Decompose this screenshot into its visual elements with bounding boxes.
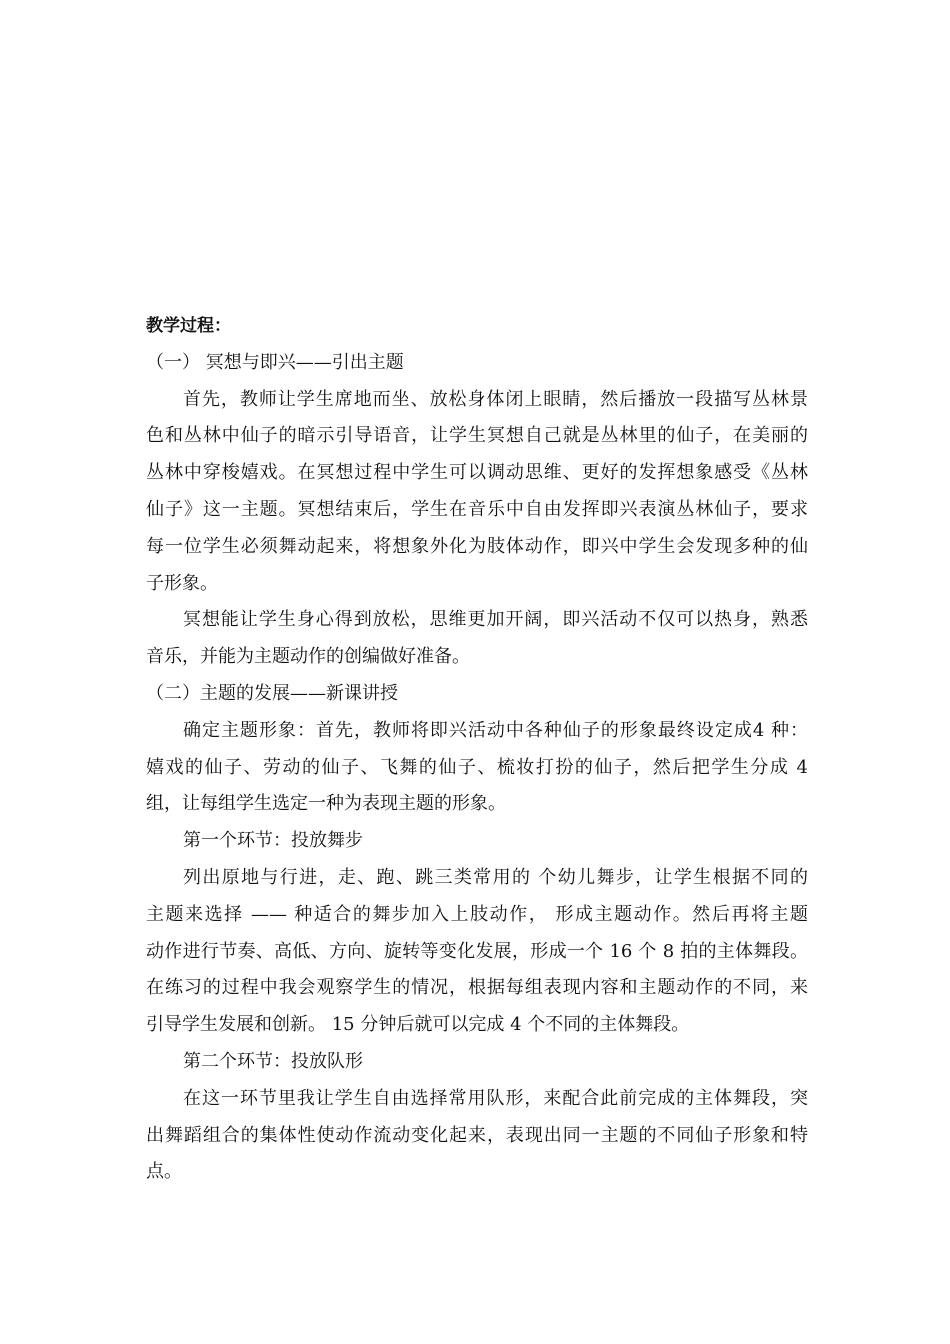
paragraph-2	[146, 602, 808, 676]
paragraph-3	[146, 713, 808, 823]
paragraph-line: 列出原地与行进，走、跑、跳三类常用的 个幼儿舞步，让学生根据不同的	[183, 866, 808, 888]
step-1-title: 第一个环节：投放舞步	[183, 830, 363, 852]
document-title: 教学过程：	[146, 316, 231, 336]
paragraph-line: 在练习的过程中我会观察学生的情况，根据每组表现内容和主题动作的不同，来	[146, 977, 808, 999]
paragraph-line: 冥想能让学生身心得到放松，思维更加开阔，即兴活动不仅可以热身，熟悉	[183, 609, 808, 631]
paragraph-line: 每一位学生必须舞动起来，将想象外化为肢体动作，即兴中学生会发现多种的仙	[146, 535, 808, 557]
paragraph-line: 首先，教师让学生席地而坐、放松身体闭上眼睛，然后播放一段描写丛林景	[183, 388, 808, 410]
paragraph-line: 色和丛林中仙子的暗示引导语音，让学生冥想自己就是丛林里的仙子，在美丽的	[146, 425, 808, 447]
paragraph-1	[146, 382, 808, 603]
paragraph-line: 点。	[146, 1161, 182, 1183]
paragraph-line: 仙子》这一主题。冥想结束后，学生在音乐中自由发挥即兴表演丛林仙子，要求	[146, 498, 808, 520]
paragraph-line: 主题来选择 —— 种适合的舞步加入上肢动作， 形成主题动作。然后再将主题	[146, 903, 808, 925]
section-heading-1: （一） 冥想与即兴——引出主题	[146, 351, 404, 373]
paragraph-line: 丛林中穿梭嬉戏。在冥想过程中学生可以调动思维、更好的发挥想象感受《丛林	[146, 462, 808, 484]
paragraph-line: 子形象。	[146, 572, 218, 594]
paragraph-line: 组，让每组学生选定一种为表现主题的形象。	[146, 793, 506, 815]
paragraph-5	[146, 1081, 808, 1191]
paragraph-line: 动作进行节奏、高低、方向、旋转等变化发展，形成一个 16 个 8 拍的主体舞段。	[146, 940, 808, 962]
step-2-title: 第二个环节：投放队形	[183, 1050, 363, 1072]
section-heading-2: （二）主题的发展——新课讲授	[146, 682, 398, 704]
paragraph-4	[146, 860, 808, 1044]
paragraph-line: 引导学生发展和创新。 15 分钟后就可以完成 4 个不同的主体舞段。	[146, 1014, 690, 1036]
document-page	[146, 308, 808, 1191]
paragraph-line: 出舞蹈组合的集体性使动作流动变化起来，表现出同一主题的不同仙子形象和特	[146, 1124, 808, 1146]
paragraph-line: 确定主题形象：首先，教师将即兴活动中各种仙子的形象最终设定成4 种：	[183, 719, 808, 741]
paragraph-line: 音乐，并能为主题动作的创编做好准备。	[146, 646, 470, 668]
paragraph-line: 在这一环节里我让学生自由选择常用队形，来配合此前完成的主体舞段，突	[183, 1087, 808, 1109]
paragraph-line: 嬉戏的仙子、劳动的仙子、飞舞的仙子、梳妆打扮的仙子，然后把学生分成 4	[146, 756, 808, 778]
